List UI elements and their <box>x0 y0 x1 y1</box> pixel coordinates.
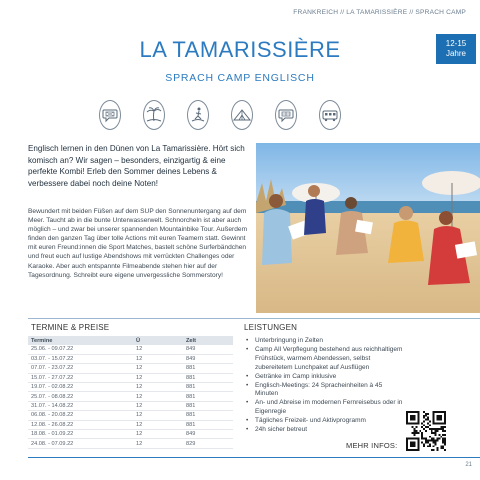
table-row <box>28 401 233 410</box>
list-item: • Unterbringung in Zelten <box>246 337 406 346</box>
speech-bubble-gb-icon <box>99 100 121 130</box>
date-cell: 25.06. - 09.07.22 <box>28 345 133 354</box>
age-unit: Jahre <box>445 49 466 58</box>
nights-cell: 12 <box>133 383 183 392</box>
date-cell: 25.07. - 08.08.22 <box>28 392 133 401</box>
page-title: LA TAMARISSIÈRE <box>139 37 341 62</box>
price-cell: 829 <box>183 439 233 448</box>
nights-cell: 12 <box>133 430 183 439</box>
page-number: 21 <box>465 462 472 468</box>
table-row <box>28 420 233 429</box>
price-cell: 849 <box>183 430 233 439</box>
page-subtitle: SPRACH CAMP ENGLISCH <box>165 72 315 84</box>
nights-cell: 12 <box>133 411 183 420</box>
footer-line <box>28 457 480 458</box>
nights-cell: 12 <box>133 439 183 448</box>
list-item: • 24h sicher betreut <box>246 426 406 435</box>
date-cell: 31.07. - 14.08.22 <box>28 401 133 410</box>
breadcrumb: FRANKREICH // LA TAMARISSIÈRE // SPRACH CAMP <box>293 9 466 16</box>
date-cell: 07.07. - 23.07.22 <box>28 364 133 373</box>
date-cell: 12.08. - 26.08.22 <box>28 420 133 429</box>
price-cell: 849 <box>183 345 233 354</box>
nights-cell: 12 <box>133 392 183 401</box>
intro-headline: Englisch lernen in den Dünen von La Tamarissière. Hört sich komisch an? Wir sagen – besonders, einzigartig & eine perfekte Kombi! Erleb den Sommer deines Lebens & verbessere dabei noch deine Noten! <box>28 144 245 188</box>
price-cell: 881 <box>183 411 233 420</box>
list-item: • Camp All Verpflegung bestehend aus reichhaltigem Frühstück, warmem Abendessen, selbst zubereitetem Lunchpaket auf Ausflügen <box>246 346 406 373</box>
list-item: • An- und Abreise im modernen Fernreisebus oder in Eigenregie <box>246 399 406 417</box>
table-row <box>28 383 233 392</box>
section-divider <box>28 318 480 319</box>
more-info-label: MEHR INFOS: <box>346 441 398 450</box>
nights-cell: 12 <box>133 364 183 373</box>
feature-icons-row <box>99 100 339 134</box>
services-heading: LEISTUNGEN <box>244 323 298 332</box>
bus-icon <box>319 100 341 130</box>
price-cell: 881 <box>183 373 233 382</box>
table-row <box>28 364 233 373</box>
date-cell: 06.08. - 20.08.22 <box>28 411 133 420</box>
table-row <box>28 411 233 420</box>
nights-cell: 12 <box>133 345 183 354</box>
qr-code[interactable] <box>406 411 446 451</box>
intro-text: Bewundert mit beiden Füßen auf dem SUP den Sonnenuntergang auf dem Meer. Taucht ab in die bunte Unterwasserwelt. Schnorcheln ist aber auch möglich – und zwar bei unserer spannenden Mountainbike Tour. Außerdem finden den ganzen Tag über tolle Actions mit euren Teamern statt. Gewinnt mit euren Freund:innen die Sport Matches, bastelt schöne Surferbändchen und freut euch auf lustige Abendshows mit verrückten Challenges oder Karaoke. Aber auch entspannte Filmeabende stehen hier auf der Tagesordnung. Schreibt eure eigene unvergessliche Sommerstory! <box>28 208 248 279</box>
table-row <box>28 345 233 354</box>
date-cell: 24.08. - 07.09.22 <box>28 439 133 448</box>
column-header: Ü <box>133 336 183 345</box>
table-row <box>28 430 233 439</box>
speech-bubble-gb-icon <box>275 100 297 130</box>
list-item: • Getränke im Camp inklusive <box>246 373 406 382</box>
date-cell: 19.07. - 02.08.22 <box>28 383 133 392</box>
nights-cell: 12 <box>133 354 183 363</box>
terms-table <box>28 336 233 449</box>
table-row <box>28 373 233 382</box>
terms-heading: TERMINE & PREISE <box>31 323 110 332</box>
date-cell: 03.07. - 15.07.22 <box>28 354 133 363</box>
palm-island-icon <box>143 100 165 130</box>
date-cell: 15.07. - 27.07.22 <box>28 373 133 382</box>
list-item: • Englisch-Meetings: 24 Spracheinheiten à 45 Minuten <box>246 382 406 400</box>
column-header: Zelt <box>183 336 233 345</box>
price-cell: 881 <box>183 392 233 401</box>
list-item: • Tägliches Freizeit- und Aktivprogramm <box>246 417 406 426</box>
date-cell: 18.08. - 01.09.22 <box>28 430 133 439</box>
price-cell: 881 <box>183 401 233 410</box>
nights-cell: 12 <box>133 420 183 429</box>
price-cell: 881 <box>183 364 233 373</box>
services-list <box>246 337 406 435</box>
table-row <box>28 392 233 401</box>
surfer-icon <box>187 100 209 130</box>
beach-group-photo <box>256 143 480 313</box>
tent-icon <box>231 100 253 130</box>
age-range: 12-15 <box>445 39 467 48</box>
table-row <box>28 354 233 363</box>
price-cell: 849 <box>183 354 233 363</box>
column-header: Termine <box>28 336 133 345</box>
price-cell: 881 <box>183 383 233 392</box>
price-cell: 881 <box>183 420 233 429</box>
nights-cell: 12 <box>133 373 183 382</box>
table-header-row <box>28 336 233 345</box>
table-row <box>28 439 233 448</box>
nights-cell: 12 <box>133 401 183 410</box>
